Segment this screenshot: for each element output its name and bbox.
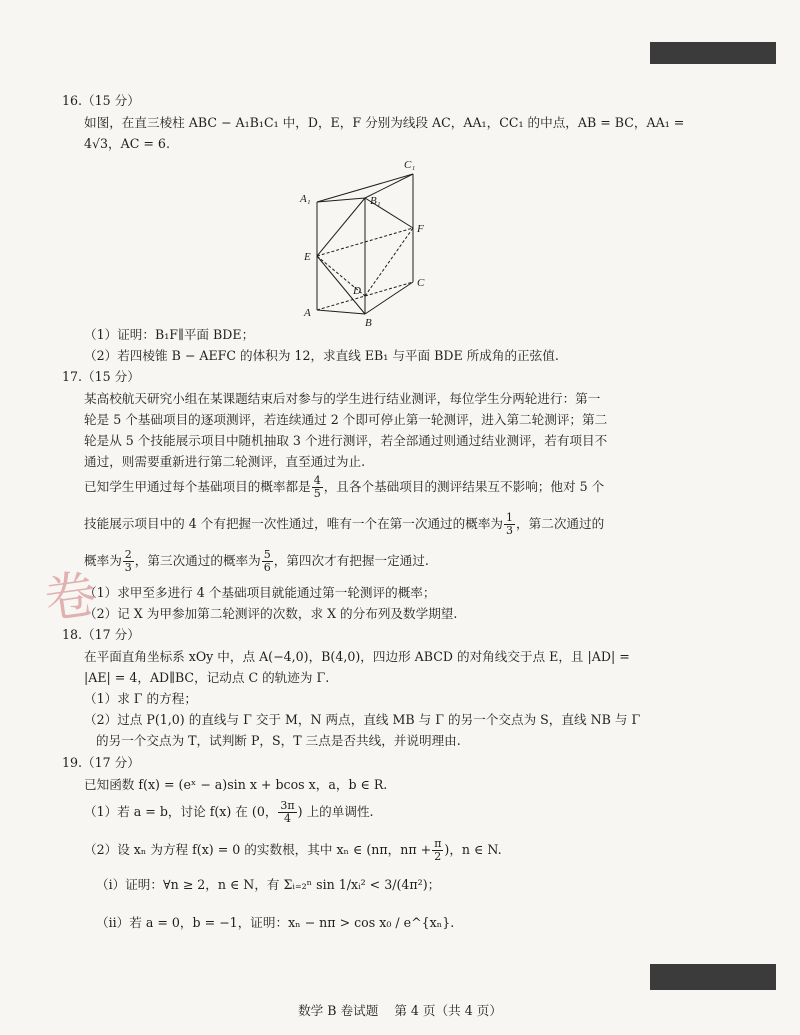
label-b: B [365,317,372,327]
q18-part1: （1）求 Γ 的方程； [84,691,197,706]
q17-part2: （2）记 X 为甲参加第二轮测评的次数，求 X 的分布列及数学期望. [84,606,458,621]
q17-line5: 已知学生甲通过每个基础项目的概率都是 $\frac{4}{5}$ ，且各个基础项目的测评结果互不影响；他对 5 个 [84,474,605,500]
q17-number: 17.（15 分） [62,369,140,384]
q19-part2-i: （i）证明：∀n ≥ 2，n ∈ N，有 Σᵢ₌₂ⁿ sin 1/xᵢ² < 3/(4π²)； [96,877,441,892]
label-e: E [304,251,311,263]
fraction-3pi-4: $\frac{3\pi}{4}$ [280,799,295,825]
label-d: D [353,285,361,297]
q18-part2-line2: 的另一个交点为 T，试判断 P，S，T 三点是否共线，并说明理由. [96,733,461,748]
q17-line7: 概率为 $\frac{2}{3}$ ，第三次通过的概率为 $\frac{5}{6}$ ，第四次才有把握一定通过. [84,548,429,574]
q17-line6: 技能展示项目中的 4 个有把握一次性通过，唯有一个在第一次通过的概率为 $\frac{1}{3}$ ，第二次通过的 [84,511,605,537]
q16-stem-line2: 4√3，AC = 6. [84,136,170,151]
label-a1: A₁ [300,193,311,205]
edge-bc [365,282,413,314]
q16-stem-line1: 如图，在直三棱柱 ABC − A₁B₁C₁ 中，D，E，F 分别为线段 AC，AA₁，CC₁ 的中点，AB = BC，AA₁ = [84,115,685,130]
q19-stem: 已知函数 f(x) = (eˣ − a)sin x + bcos x，a，b ∈ R. [84,777,388,792]
q19-number: 19.（17 分） [62,755,140,770]
q18-part2-line1: （2）过点 P(1,0) 的直线与 Γ 交于 M，N 两点，直线 MB 与 Γ 的另一个交点为 S，直线 NB 与 Γ [84,712,641,727]
fraction-5-6: $\frac{5}{6}$ [263,548,271,574]
label-c: C [417,277,425,289]
q19-part1: （1）若 a = b，讨论 f(x) 在 (0， $\frac{3\pi}{4}$ ) 上的单调性. [84,799,374,825]
q17-line2: 轮是 5 个基础项目的逐项测评，若连续通过 2 个即可停止第一轮测评，进入第二轮测评；第二 [84,412,608,427]
prism-figure [290,152,440,327]
q18-line2: |AE| = 4，AD∥BC，记动点 C 的轨迹为 Γ. [84,670,330,685]
label-f: F [417,223,424,235]
q16-part2: （2）若四棱锥 B − AEFC 的体积为 12，求直线 EB₁ 与平面 BDE 所成角的正弦值. [84,348,559,363]
fraction-pi-2: $\frac{\pi}{2}$ [434,837,442,863]
fraction-1-3: $\frac{1}{3}$ [506,511,514,537]
footer-subject: 数学 B 卷试题 [298,1003,379,1018]
edge-eb1 [317,198,365,256]
corner-registration-mark-top [650,42,776,64]
q17-line4: 通过，则需要重新进行第二轮测评，直至通过为止. [84,454,366,469]
fraction-4-5: $\frac{4}{5}$ [313,474,321,500]
edge-df-hidden [365,228,413,296]
q17-line1: 某高校航天研究小组在某课题结束后对参与的学生进行结业测评，每位学生分两轮进行：第一 [84,391,601,406]
q17-line3: 轮是从 5 个技能展示项目中随机抽取 3 个进行测评，若全部通过则通过结业测评，若有项目不 [84,433,608,448]
q16-part1: （1）证明：B₁F∥平面 BDE； [84,327,255,342]
q18-number: 18.（17 分） [62,627,140,642]
q17-part1: （1）求甲至多进行 4 个基础项目就能通过第一轮测评的概率； [84,585,436,600]
watermark-stamp: 卷 [40,565,93,631]
page-footer [0,1000,800,1019]
fraction-2-3: $\frac{2}{3}$ [124,548,132,574]
footer-page-number: 第 4 页（共 4 页） [394,1003,502,1018]
edge-ab [317,310,365,314]
q19-part2-ii: （ii）若 a = 0，b = −1，证明：xₙ − nπ > cos x₀ / e^{xₙ}. [96,915,455,930]
q19-part2: （2）设 xₙ 为方程 f(x) = 0 的实数根，其中 xₙ ∈ (nπ，nπ + $\frac{\pi}{2}$ )，n ∈ N. [84,837,502,863]
label-c1: C₁ [404,159,416,171]
label-a: A [304,307,311,319]
q16-number: 16.（15 分） [62,93,140,108]
corner-registration-mark-bottom [650,964,776,990]
q18-line1: 在平面直角坐标系 xOy 中，点 A(−4,0)，B(4,0)，四边形 ABCD 的对角线交于点 E，且 |AD| = [84,649,630,664]
label-b1: B₁ [370,195,381,207]
